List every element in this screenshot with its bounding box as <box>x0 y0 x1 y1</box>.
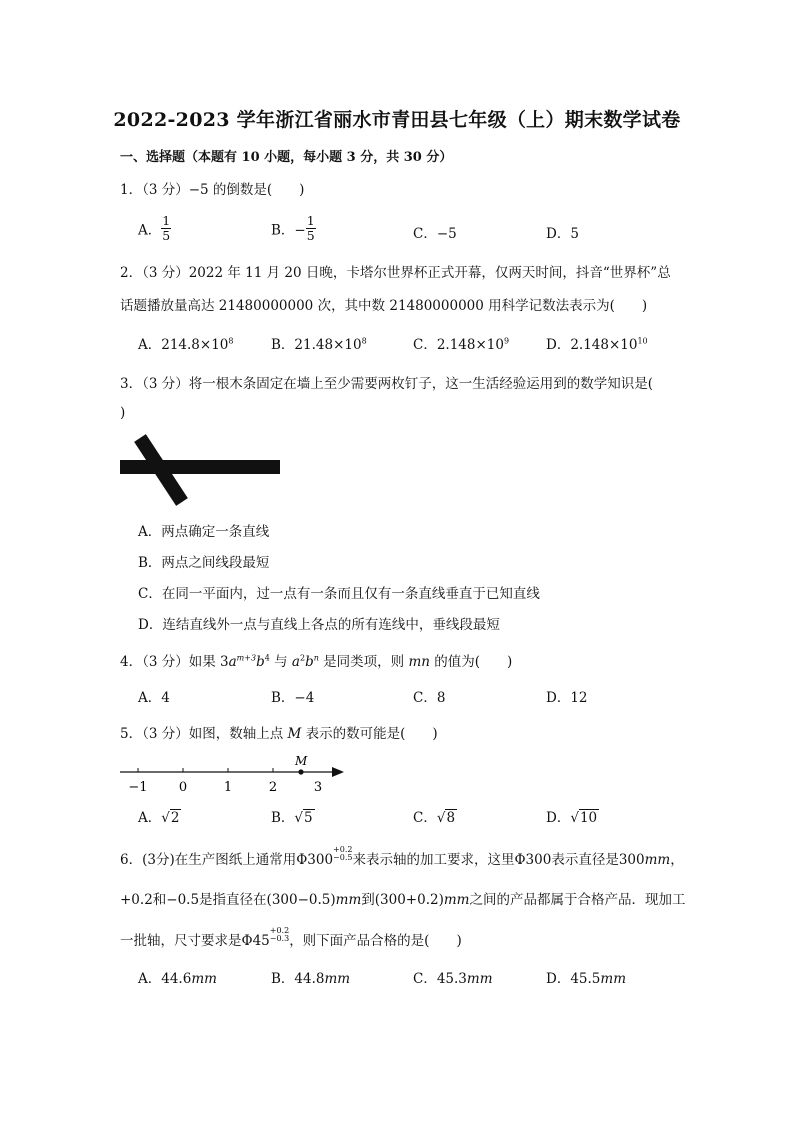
q1-option-d: D．5 <box>546 226 579 242</box>
q4-option-d: D．12 <box>546 690 588 706</box>
q4-stem-prefix: 4．（3 分）如果 3 <box>120 654 229 670</box>
q2-option-d <box>546 333 648 353</box>
q2-option-c-text: C．2.148×10 <box>413 337 504 353</box>
number-line-tick-labels <box>128 780 322 795</box>
q6-option-a-value: A．44.6 <box>138 971 192 987</box>
q2-option-a <box>138 333 233 353</box>
question-5-stem <box>120 722 438 742</box>
q2-option-a-text: A．214.8×10 <box>138 337 229 353</box>
q1-option-b-label: B．− <box>271 222 306 239</box>
q3-option-c: C．在同一平面内，过一点有一条而且仅有一条直线垂直于已知直线 <box>138 586 540 602</box>
q6-option-a-unit: mm <box>191 971 217 987</box>
q6-unit-1: mm <box>644 852 671 868</box>
q3-option-a: A．两点确定一条直线 <box>138 524 270 540</box>
q5-stem-prefix: 5．（3 分）如图，数轴上点 <box>120 726 288 742</box>
horizontal-stick <box>120 460 280 474</box>
q5-option-a-label: A． <box>138 810 162 826</box>
q1-option-a <box>138 214 171 243</box>
q5-option-b: B．√5 <box>271 810 313 826</box>
number-line-tick-label: −1 <box>128 780 148 795</box>
q6-line1-text: 来表示轴的加工要求，这里Φ300表示直径是300 <box>352 852 645 868</box>
q6-tolerance-1-lower: −0.5 <box>333 853 353 862</box>
q4-term-a: a <box>228 654 237 670</box>
q5-stem-suffix: 表示的数可能是( ) <box>301 726 438 742</box>
q1-b-denominator: 5 <box>306 228 315 243</box>
number-line-arrow <box>332 767 344 777</box>
q5-option-d: D．√10 <box>546 810 598 826</box>
q2-option-b-text: B．21.48×10 <box>271 337 362 353</box>
q4-option-a: A．4 <box>138 690 170 706</box>
q4-option-c: C．8 <box>413 690 446 706</box>
q6-line3-prefix: 一批轴，尺寸要求是Φ45 <box>120 933 270 949</box>
q1-a-numerator: 1 <box>162 213 171 228</box>
q1-option-c: C．−5 <box>413 226 457 242</box>
q4-term-b-exponent: 4 <box>264 653 270 663</box>
q2-option-c-exponent: 9 <box>503 336 510 346</box>
q6-tolerance-1-upper: +0.2 <box>333 845 353 854</box>
question-6-line-2 <box>120 888 685 908</box>
q6-option-c <box>413 967 493 987</box>
question-4-stem <box>120 650 512 670</box>
question-2-line-1: 2．（3 分）2022 年 11 月 20 日晚，卡塔尔世界杯正式开幕，仅两天时间，抖音“世界杯”总 <box>120 265 671 281</box>
q6-unit-2: mm <box>335 892 362 908</box>
q1-a-denominator: 5 <box>162 228 171 243</box>
q6-tolerance-1 <box>333 846 352 862</box>
q3-option-b: B．两点之间线段最短 <box>138 555 270 571</box>
q6-option-c-value: C．45.3 <box>413 971 467 987</box>
q6-option-b-unit: mm <box>324 971 351 987</box>
q6-tolerance-2-upper: +0.2 <box>269 926 290 935</box>
page-title: 2022-2023 学年浙江省丽水市青田县七年级（上）期末数学试卷 <box>113 109 681 131</box>
q6-option-d <box>546 967 626 987</box>
q4-term-b: b <box>256 654 265 670</box>
point-m-marker <box>298 769 303 774</box>
question-1-stem: 1．（3 分）−5 的倒数是( ) <box>120 182 305 198</box>
q4-option-b: B．−4 <box>271 690 315 706</box>
q6-option-a <box>138 967 217 987</box>
q6-line1-end: ， <box>670 852 684 868</box>
q6-line2-part-c: 之间的产品都属于合格产品．现加工 <box>469 892 686 908</box>
q4-term-a-exponent: m+3 <box>236 653 257 663</box>
q6-line1-prefix: 6．(3分)在生产图纸上通常用Φ300 <box>120 852 334 868</box>
number-line-figure <box>118 748 358 798</box>
q2-option-d-text: D．2.148×10 <box>546 337 638 353</box>
point-m-label: M <box>295 754 308 768</box>
q2-option-a-exponent: 8 <box>228 336 234 346</box>
q5-option-c-radicand: 8 <box>446 810 456 826</box>
number-line-tick-label: 1 <box>223 780 233 795</box>
q6-option-d-value: D．45.5 <box>546 971 601 987</box>
q4-term-b2-exponent: n <box>313 653 319 663</box>
section-heading-choice: 一、选择题（本题有 10 小题，每小题 3 分，共 30 分） <box>120 150 453 165</box>
number-line-tick-label: 3 <box>313 780 323 795</box>
q6-option-c-unit: mm <box>466 971 493 987</box>
q6-option-b <box>271 967 350 987</box>
number-line-tick-label: 0 <box>178 780 188 795</box>
q1-option-a-fraction <box>161 214 171 243</box>
q6-line2-part-b: 到(300+0.2) <box>361 892 444 908</box>
q6-line2-part-a: +0.2和−0.5是指直径在(300−0.5) <box>120 892 336 908</box>
q1-option-b <box>271 214 316 243</box>
q6-line3-suffix: ，则下面产品合格的是( ) <box>289 933 462 949</box>
q5-option-d-radicand: 10 <box>579 810 598 826</box>
q6-option-b-value: B．44.8 <box>271 971 325 987</box>
number-line-tick-label: 2 <box>268 780 278 795</box>
q3-option-d: D．连结直线外一点与直线上各点的所有连线中，垂线段最短 <box>138 617 500 633</box>
q4-mn: mn <box>408 654 430 670</box>
question-3-line-1: 3．（3 分）将一根木条固定在墙上至少需要两枚钉子，这一生活经验运用到的数学知识是( <box>120 376 653 392</box>
q1-b-numerator: 1 <box>306 213 315 228</box>
q2-option-d-exponent: 10 <box>637 336 648 346</box>
q5-option-c: C．√8 <box>413 810 456 826</box>
q6-option-d-unit: mm <box>600 971 626 987</box>
question-6-line-3 <box>120 926 462 949</box>
q1-option-a-label: A． <box>138 222 162 239</box>
q5-option-b-label: B． <box>271 810 295 826</box>
q1-option-b-fraction <box>306 214 316 243</box>
q5-option-a-radicand: 2 <box>170 810 180 826</box>
q6-unit-3: mm <box>443 892 470 908</box>
q4-term-b2: b <box>305 654 314 670</box>
q4-stem-middle: 是同类项，则 <box>318 654 409 670</box>
q6-tolerance-2-lower: −0.3 <box>269 934 290 943</box>
question-6-line-1 <box>120 845 684 868</box>
q5-point-name: M <box>287 726 302 742</box>
q4-stem-and: 与 <box>269 654 292 670</box>
q4-term-a2-exponent: 2 <box>299 653 306 663</box>
q5-option-d-label: D． <box>546 810 571 826</box>
q2-option-b <box>271 333 367 353</box>
q4-stem-end: 的值为( ) <box>429 654 513 670</box>
q5-option-b-radicand: 5 <box>304 810 313 826</box>
q2-option-b-exponent: 8 <box>361 336 367 346</box>
q2-option-c <box>413 333 509 353</box>
nailed-stick-figure <box>118 430 288 510</box>
q5-option-a: A．√2 <box>138 810 180 826</box>
question-3-line-2: ) <box>120 405 126 421</box>
q5-option-c-label: C． <box>413 810 437 826</box>
q4-term-a2: a <box>291 654 300 670</box>
q6-tolerance-2 <box>270 927 289 943</box>
question-2-line-2: 话题播放量高达 21480000000 次，其中数 21480000000 用科学记数法表示为( ) <box>120 298 648 314</box>
